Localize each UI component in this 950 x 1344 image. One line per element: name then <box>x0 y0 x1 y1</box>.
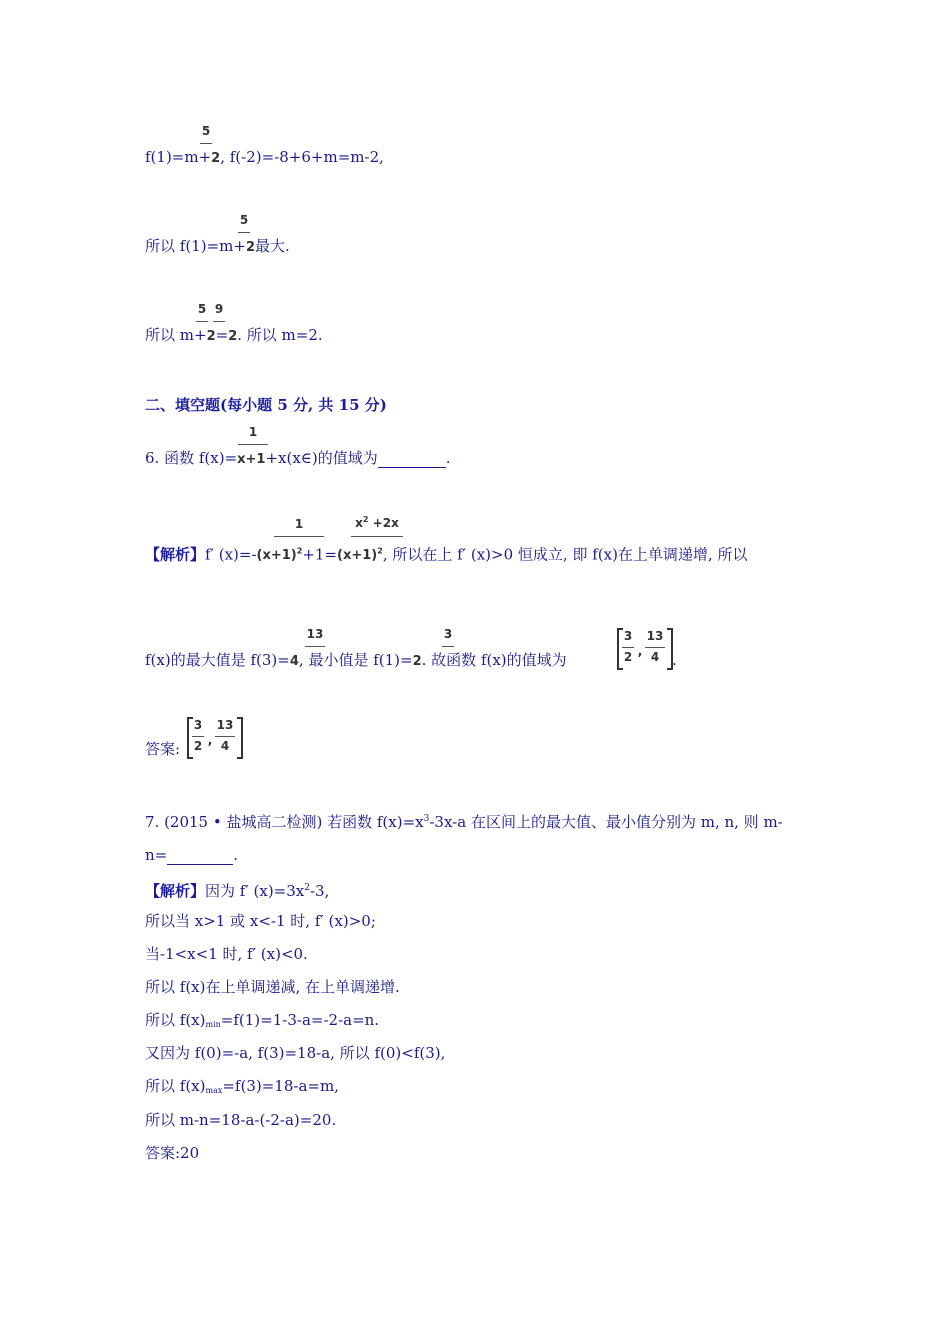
solution-line <box>145 326 323 346</box>
range-denominator: 2 <box>193 739 203 753</box>
solution-line: 又因为 f(0)=-a, f(3)=18-a, 所以 f(0)<f(3), <box>145 1044 446 1062</box>
fraction-denominator: 2 <box>245 240 255 255</box>
range-numerator: 13 <box>216 718 234 732</box>
range-denominator: 4 <box>650 650 660 664</box>
solution-line: 当-1<x<1 时, f′ (x)<0. <box>145 945 308 963</box>
fraction-bar <box>215 736 235 737</box>
fraction-bar <box>213 321 225 322</box>
range-denominator: 4 <box>220 739 230 753</box>
text: 6. 函数 f(x)= <box>145 449 238 467</box>
range-numerator: 13 <box>646 629 664 643</box>
solution-line <box>145 1077 339 1100</box>
fraction-denominator: 2 <box>211 151 221 166</box>
fraction-numerator: 9 <box>214 302 224 316</box>
section-heading: 二、填空题(每小题 5 分, 共 15 分) <box>145 396 387 414</box>
question-7 <box>145 810 783 831</box>
solution-line <box>145 237 290 257</box>
fraction-denominator: $(x+1)^2$ <box>256 547 303 564</box>
answer-blank <box>167 846 233 865</box>
fraction-numerator: $x^2 +2x$ <box>355 515 399 530</box>
fraction-denominator: 2 <box>228 329 238 344</box>
range-numerator: 3 <box>193 718 203 732</box>
solution-line <box>145 1011 379 1034</box>
text: . 所以 m=2. <box>237 326 323 344</box>
fraction-bar <box>238 444 268 445</box>
text: 7. (2015 • 盐城高二检测) 若函数 f(x)=x <box>145 813 424 831</box>
subscript: min <box>205 1020 221 1029</box>
solution-line <box>145 879 329 900</box>
fraction-bar <box>274 536 324 537</box>
text: 最大. <box>254 237 290 255</box>
range-separator: , <box>637 644 643 658</box>
text: f(1)=m+ <box>145 148 212 166</box>
text: +1= <box>302 545 338 564</box>
fraction-numerator: 5 <box>239 213 249 227</box>
text: , 最小值是 f(1)= <box>298 651 413 669</box>
analysis-label: 【解析】 <box>145 545 206 564</box>
text: =f(3)=18-a=m, <box>222 1077 339 1095</box>
text: , f(-2)=-8+6+m=m-2, <box>220 148 384 166</box>
fraction-bar <box>196 321 208 322</box>
period: . <box>672 651 677 669</box>
fraction-bar <box>238 232 250 233</box>
text: = <box>215 326 229 344</box>
solution-line: 所以 f(x)在上单调递减, 在上单调递增. <box>145 978 400 996</box>
range-numerator: 3 <box>623 629 633 643</box>
text: 所以 m+ <box>145 326 207 344</box>
fraction-numerator: 1 <box>248 425 258 439</box>
text: =f(1)=1-3-a=-2-a=n. <box>220 1011 380 1029</box>
text: . <box>233 846 239 864</box>
text: f′ (x)=- <box>205 545 257 564</box>
solution-line: 所以 m-n=18-a-(-2-a)=20. <box>145 1111 337 1129</box>
answer-line: 答案:20 <box>145 1144 200 1162</box>
right-bracket <box>237 717 243 759</box>
text: . 故函数 f(x)的值域为 <box>421 651 567 669</box>
text: 所以 f(x) <box>145 1077 206 1095</box>
text: -3x-a 在区间上的最大值、最小值分别为 m, n, 则 m- <box>429 813 783 831</box>
fraction-bar <box>200 143 212 144</box>
fraction-bar <box>351 536 403 537</box>
fraction-denominator: 4 <box>289 654 299 669</box>
fraction-bar <box>622 647 634 648</box>
fraction-bar <box>192 736 204 737</box>
superscript: 2 <box>304 883 310 893</box>
subscript: max <box>205 1086 223 1095</box>
fraction-bar <box>442 646 454 647</box>
solution-line <box>145 651 567 671</box>
fraction-denominator: $(x+1)^2$ <box>337 547 383 564</box>
text: . <box>445 449 451 467</box>
text: -3, <box>309 882 330 900</box>
range-denominator: 2 <box>623 650 633 664</box>
fraction-numerator: 5 <box>201 124 211 138</box>
fraction-numerator: 5 <box>197 302 207 316</box>
text: )的值域为 <box>311 449 378 467</box>
text: f(x)的最大值是 f(3)= <box>145 651 290 669</box>
solution-line: 所以当 x>1 或 x<-1 时, f′ (x)>0; <box>145 912 376 930</box>
question-6 <box>145 449 451 469</box>
fraction-denominator: 2 <box>412 654 422 669</box>
fraction-numerator: 13 <box>306 627 324 641</box>
question-7-cont <box>145 846 238 865</box>
text: n= <box>145 846 168 864</box>
text: 所以 f(x) <box>145 1011 206 1029</box>
fraction-bar <box>645 647 665 648</box>
range-separator: , <box>207 733 213 747</box>
analysis-label: 【解析】 <box>145 882 206 900</box>
fraction-denominator: x+1 <box>237 452 266 467</box>
fraction-numerator: 3 <box>443 627 453 641</box>
superscript: 3 <box>423 814 430 824</box>
answer-label: 答案: <box>145 740 181 758</box>
solution-6 <box>145 543 747 565</box>
fraction-bar <box>305 646 325 647</box>
solution-line <box>145 148 384 168</box>
answer-blank <box>378 449 446 468</box>
fraction-numerator: 1 <box>294 517 304 531</box>
text: 所以 f(1)=m+ <box>145 237 246 255</box>
fraction-denominator: 2 <box>206 329 216 344</box>
text: 因为 f′ (x)=3x <box>205 882 305 900</box>
text: +x(x∈ <box>265 449 312 467</box>
text: , 所以在上 f′ (x)>0 恒成立, 即 f(x)在上单调递增, 所以 <box>382 545 748 564</box>
